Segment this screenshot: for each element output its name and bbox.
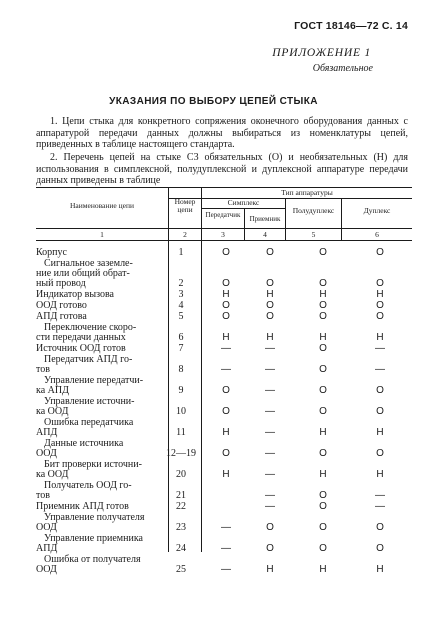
row-number: 12—19: [166, 448, 196, 459]
row-name-line: Приемник АПД готов: [36, 501, 129, 512]
table-row: [36, 355, 412, 375]
header-number: Номер цепи: [174, 197, 196, 214]
row-name-line: Сигнальное заземле-: [44, 258, 133, 269]
row-name-line: ООД готово: [36, 300, 87, 311]
row-value-col5: О: [319, 385, 327, 396]
row-number: 2: [178, 278, 184, 289]
row-value-col3: О: [222, 406, 230, 417]
header-duplex: Дуплекс: [363, 206, 391, 215]
row-number: 24: [176, 543, 186, 554]
header-name: Наименование цепи: [70, 201, 134, 210]
row-name: [36, 439, 158, 459]
row-value-col5: Н: [319, 427, 327, 438]
header-half-duplex: Полудуплекс: [292, 206, 335, 215]
row-number: 11: [176, 427, 186, 438]
row-number: 1: [178, 247, 184, 258]
row-name-line: Ошибка от получателя: [44, 554, 141, 565]
row-name-line: Передатчик АПД го-: [44, 354, 133, 365]
row-name-line: АПД готова: [36, 311, 87, 322]
row-number: 8: [178, 364, 184, 375]
row-value-col5: О: [319, 543, 327, 554]
row-name-line: Управление передатчи-: [44, 375, 144, 386]
row-name: [36, 344, 158, 354]
row-value-col4: —: [265, 448, 275, 459]
col-number-2: 2: [183, 230, 187, 239]
row-name-line: Индикатор вызова: [36, 289, 114, 300]
standard-code-header: ГОСТ 18146—72 С. 14: [294, 20, 408, 32]
row-name-line: Ошибка передатчика: [44, 417, 134, 428]
row-name: [36, 312, 158, 322]
row-value-col3: Н: [222, 332, 230, 343]
row-value-col6: О: [376, 247, 384, 258]
row-value-col4: Н: [266, 332, 274, 343]
row-name-line: ка АПД: [36, 385, 69, 396]
col-number-4: 4: [263, 230, 267, 239]
row-name-line: тов: [36, 490, 50, 501]
row-value-col6: Н: [376, 427, 384, 438]
row-value-col5: О: [319, 501, 327, 512]
row-value-col3: О: [222, 385, 230, 396]
row-value-col6: О: [376, 300, 384, 311]
row-value-col4: О: [266, 543, 274, 554]
row-value-col4: —: [265, 501, 275, 512]
table-row: [36, 290, 412, 300]
row-name: [36, 481, 158, 501]
row-name-line: АПД: [36, 427, 58, 438]
row-name: [36, 301, 158, 311]
row-value-col6: —: [375, 364, 385, 375]
row-name: [36, 323, 158, 343]
col-number-5: 5: [311, 230, 316, 239]
row-value-col5: О: [319, 522, 327, 533]
row-value-col3: Н: [222, 289, 230, 300]
table-row: [36, 248, 412, 258]
col-number-3: 3: [221, 230, 225, 239]
row-name-line: Источник ООД готов: [36, 343, 126, 354]
row-value-col6: Н: [376, 332, 384, 343]
row-value-col5: О: [319, 364, 327, 375]
appendix-label: ПРИЛОЖЕНИЕ 1: [272, 47, 371, 59]
row-name-line: ООД: [36, 448, 57, 459]
row-value-col3: О: [222, 247, 230, 258]
row-value-col4: О: [266, 522, 274, 533]
paragraph-1-text: 1. Цепи стыка для конкретного сопряжения оконечного оборудования данных с аппаратурой передачи данных должны выбираться из номенклатуры цепей, приведенных в таблице настоящего стандарта.: [36, 116, 408, 150]
header-receiver: Приемник: [249, 215, 281, 223]
row-value-col5: Н: [319, 469, 327, 480]
row-value-col3: —: [221, 364, 231, 375]
row-value-col3: О: [222, 311, 230, 322]
row-name: [36, 248, 158, 258]
row-name-line: АПД: [36, 543, 58, 554]
row-value-col6: О: [376, 278, 384, 289]
row-number: 25: [176, 564, 186, 575]
row-value-col3: Н: [222, 427, 230, 438]
row-number: 22: [176, 501, 186, 512]
row-value-col5: О: [319, 448, 327, 459]
row-value-col6: —: [375, 490, 385, 501]
row-value-col4: О: [266, 311, 274, 322]
table-row: [36, 259, 412, 289]
row-value-col4: —: [265, 406, 275, 417]
header-simplex: Симплекс: [227, 198, 260, 207]
row-value-col6: Н: [376, 289, 384, 300]
paragraph-2: [36, 152, 408, 187]
row-value-col6: Н: [376, 564, 384, 575]
table-row: [36, 502, 412, 512]
row-value-col3: О: [222, 300, 230, 311]
table-row: [36, 344, 412, 354]
row-name-line: сти передачи данных: [36, 332, 126, 343]
row-value-col5: О: [319, 311, 327, 322]
table-row: [36, 460, 412, 480]
row-value-col6: О: [376, 406, 384, 417]
row-value-col6: О: [376, 448, 384, 459]
row-value-col4: О: [266, 247, 274, 258]
row-name-line: ООД: [36, 522, 57, 533]
row-value-col5: О: [319, 490, 327, 501]
row-name: [36, 418, 158, 438]
row-value-col3: Н: [222, 469, 230, 480]
row-value-col5: О: [319, 406, 327, 417]
table-row: [36, 481, 412, 501]
section-title: УКАЗАНИЯ ПО ВЫБОРУ ЦЕПЕЙ СТЫКА: [109, 96, 318, 107]
row-name: [36, 513, 158, 533]
paragraph-2-text: 2. Перечень цепей на стыке С3 обязательных (О) и необязательных (Н) для использования в симплексной, полудуплексной и дуплексной аппаратуре передачи данных приведены в таблице: [36, 152, 408, 186]
row-name-line: Управление приемника: [44, 533, 143, 544]
row-name-line: ка ООД: [36, 469, 69, 480]
table-row: [36, 301, 412, 311]
row-value-col4: —: [265, 364, 275, 375]
table-header: [36, 187, 412, 241]
row-name-line: Получатель ООД го-: [44, 480, 132, 491]
row-name: [36, 355, 158, 375]
row-name: [36, 290, 158, 300]
mandatory-label: Обязательное: [312, 63, 373, 74]
row-name-line: ный провод: [36, 278, 86, 289]
row-number: 3: [178, 289, 184, 300]
row-number: 10: [176, 406, 186, 417]
row-value-col5: Н: [319, 289, 327, 300]
table-row: [36, 534, 412, 554]
row-name: [36, 534, 158, 554]
row-name-line: Управление источни-: [44, 396, 135, 407]
col-number-6: 6: [375, 230, 379, 239]
row-name: [36, 376, 158, 396]
paragraph-1: [36, 116, 408, 151]
row-value-col6: О: [376, 311, 384, 322]
row-name-line: ка ООД: [36, 406, 69, 417]
table-row: [36, 555, 412, 575]
row-name: [36, 259, 158, 289]
row-name-line: Управление получателя: [44, 512, 145, 523]
row-value-col4: —: [265, 490, 275, 501]
row-number: 5: [178, 311, 184, 322]
row-value-col4: Н: [266, 564, 274, 575]
row-name: [36, 555, 158, 575]
row-name-line: Корпус: [36, 247, 67, 258]
row-value-col5: О: [319, 247, 327, 258]
header-transmitter: Передатчик: [205, 211, 241, 219]
row-value-col4: О: [266, 278, 274, 289]
row-value-col4: —: [265, 343, 275, 354]
row-name-line: ние или общий обрат-: [36, 268, 130, 279]
row-number: 23: [176, 522, 186, 533]
row-name-line: ООД: [36, 564, 57, 575]
row-name: [36, 397, 158, 417]
row-value-col6: О: [376, 543, 384, 554]
table-row: [36, 418, 412, 438]
row-number: 20: [176, 469, 186, 480]
row-value-col6: О: [376, 385, 384, 396]
table-row: [36, 513, 412, 533]
row-name-line: Данные источника: [44, 438, 124, 449]
row-value-col4: Н: [266, 289, 274, 300]
row-name-line: Бит проверки источни-: [44, 459, 142, 470]
row-value-col5: О: [319, 278, 327, 289]
row-number: 9: [178, 385, 184, 396]
table-row: [36, 439, 412, 459]
row-value-col5: О: [319, 300, 327, 311]
row-name: [36, 460, 158, 480]
row-value-col6: —: [375, 501, 385, 512]
row-value-col6: О: [376, 522, 384, 533]
row-value-col3: О: [222, 278, 230, 289]
row-value-col5: Н: [319, 564, 327, 575]
row-value-col3: —: [221, 343, 231, 354]
row-value-col5: О: [319, 343, 327, 354]
row-name-line: Переключение скоро-: [44, 322, 137, 333]
row-value-col3: О: [222, 448, 230, 459]
row-value-col6: —: [375, 343, 385, 354]
row-value-col6: Н: [376, 469, 384, 480]
row-number: 21: [176, 490, 186, 501]
table-row: [36, 312, 412, 322]
table-row: [36, 323, 412, 343]
row-number: 4: [178, 300, 184, 311]
row-value-col3: —: [221, 543, 231, 554]
row-value-col4: О: [266, 300, 274, 311]
row-name-line: тов: [36, 364, 50, 375]
row-value-col4: —: [265, 469, 275, 480]
row-name: [36, 502, 158, 512]
header-type: Тип аппаратуры: [281, 188, 333, 197]
row-number: 6: [178, 332, 184, 343]
row-value-col4: —: [265, 427, 275, 438]
table-row: [36, 376, 412, 396]
row-value-col3: —: [221, 564, 231, 575]
row-value-col5: Н: [319, 332, 327, 343]
row-number: 7: [178, 343, 184, 354]
col-number-1: 1: [100, 230, 104, 239]
row-value-col4: —: [265, 385, 275, 396]
table-row: [36, 397, 412, 417]
row-value-col3: —: [221, 522, 231, 533]
